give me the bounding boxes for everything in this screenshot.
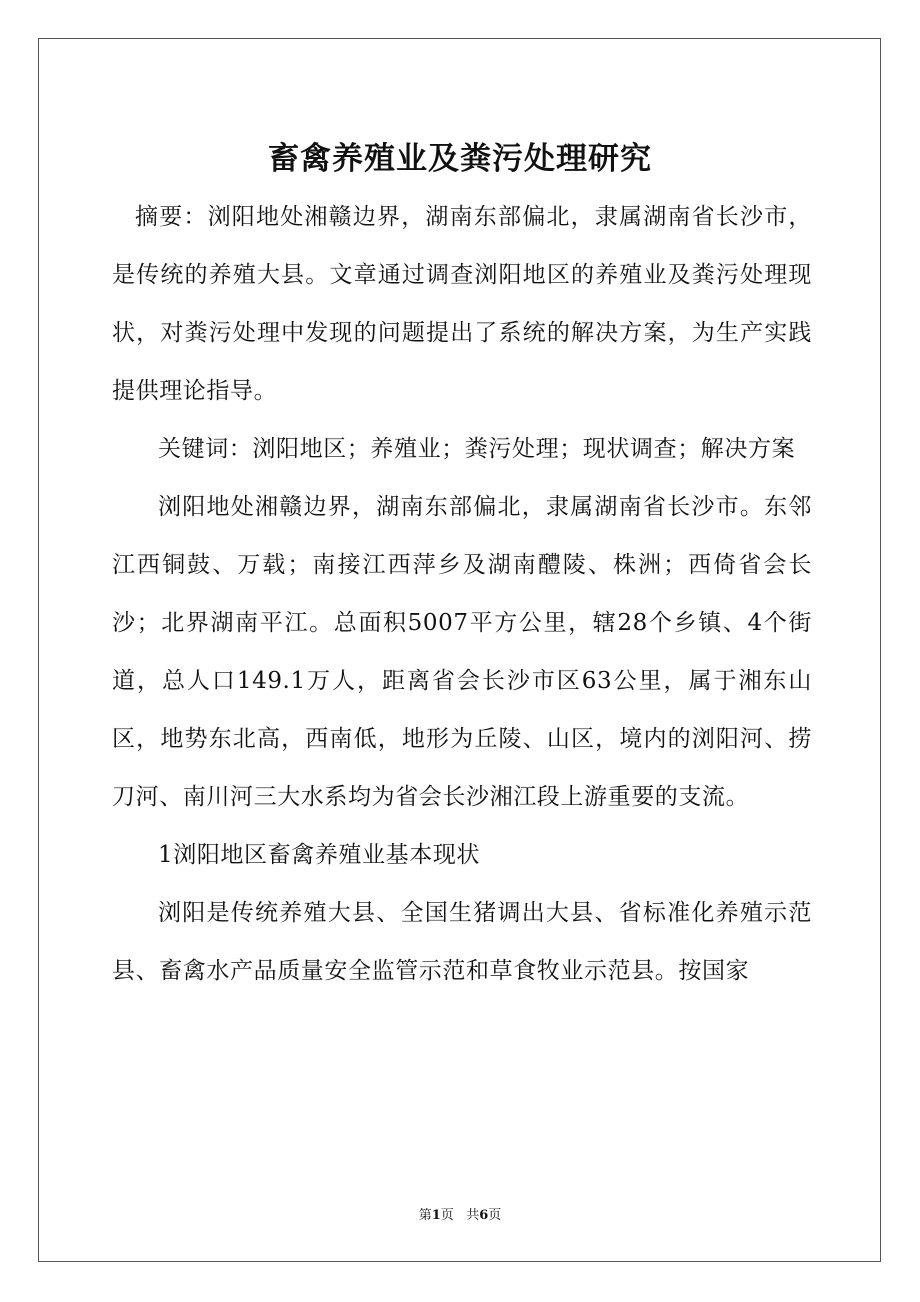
abstract-paragraph: 摘要：浏阳地处湘赣边界，湖南东部偏北，隶属湖南省长沙市，是传统的养殖大县。文章通过调查浏阳地区的养殖业及粪污处理现状，对粪污处理中发现的问题提出了系统的解决方案，为生产实践提供理论指导。: [112, 204, 812, 404]
page-label: 页: [440, 1208, 454, 1223]
current-page-number: 1: [431, 1208, 441, 1223]
intro-paragraph: 浏阳地处湘赣边界，湖南东部偏北，隶属湖南省长沙市。东邻江西铜鼓、万载；南接江西萍乡及湖南醴陵、株洲；西倚省会长沙；北界湖南平江。总面积5007平方公里，辖28个乡镇、4个街道，总人口149.1万人，距离省会长沙市区63公里，属于湘东山区，地势东北高，西南低，地形为丘陵、山区，境内的浏阳河、捞刀河、南川河三大水系均为省会长沙湘江段上游重要的支流。: [112, 494, 812, 810]
section-paragraph: 浏阳是传统养殖大县、全国生猪调出大县、省标准化养殖示范县、畜禽水产品质量安全监管示范和草食牧业示范县。按国家: [112, 900, 812, 984]
section-heading: 1浏阳地区畜禽养殖业基本现状: [158, 842, 481, 868]
document-body: [112, 188, 812, 1000]
page-prefix: 第: [418, 1208, 432, 1223]
total-prefix: 共: [466, 1208, 480, 1223]
document-title: 畜禽养殖业及粪污处理研究: [268, 140, 652, 177]
total-pages-number: 6: [479, 1208, 489, 1223]
page-footer: [0, 1206, 920, 1226]
keywords-paragraph: 关键词：浏阳地区；养殖业；粪污处理；现状调查；解决方案: [158, 436, 796, 462]
total-label: 页: [488, 1208, 502, 1223]
